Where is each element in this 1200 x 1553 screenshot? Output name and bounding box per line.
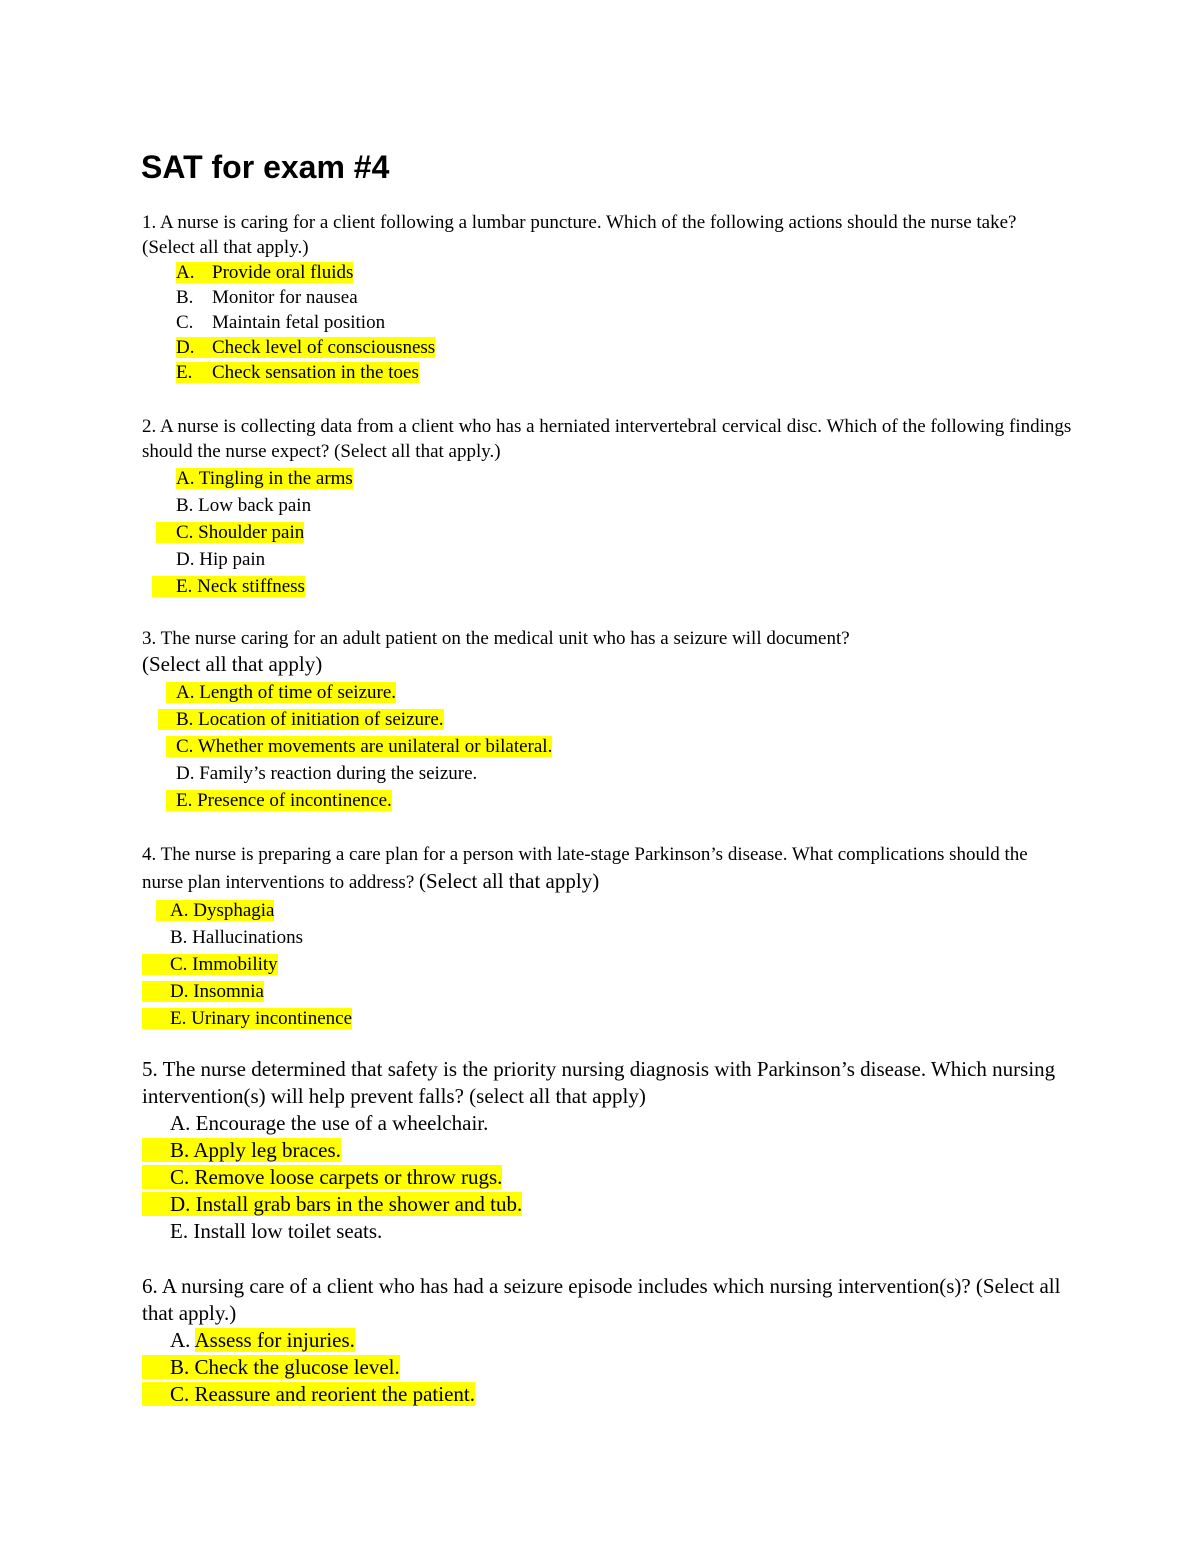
question-stem: 6. A nursing care of a client who has had a seizure episode includes which nursing intervention(s)? (Select all that apply.)	[142, 1274, 1061, 1325]
question-stem-text: 4. The nurse is preparing a care plan for a person with late-stage Parkinson’s disease. What complications should the nurse plan interventions to address?	[142, 844, 1028, 893]
option-text: A. Tingling in the arms	[176, 468, 353, 489]
question-stem-instruction: (Select all that apply)	[419, 869, 600, 893]
answer-option-b	[142, 706, 1072, 733]
answer-option-c	[142, 519, 1072, 546]
option-text: E. Neck stiffness	[152, 576, 305, 597]
question-1	[142, 210, 1072, 385]
option-text: Maintain fetal position	[212, 312, 386, 333]
answer-option-b	[142, 924, 1072, 951]
answer-option-a	[142, 1110, 1072, 1137]
question-stem-instruction: (Select all that apply)	[142, 652, 323, 676]
option-text: D. Hip pain	[176, 549, 266, 570]
option-text: B. Low back pain	[176, 495, 312, 516]
answer-option-d	[142, 760, 1072, 787]
question-stem: 1. A nurse is caring for a client following a lumbar puncture. Which of the following actions should the nurse take? (Select all that apply.)	[142, 212, 1017, 258]
answer-option-e	[142, 1005, 1072, 1032]
answer-option-c	[142, 733, 1072, 760]
option-text: B. Apply leg braces.	[142, 1138, 341, 1162]
answer-option-a	[142, 1327, 1072, 1354]
answer-option-e	[142, 1218, 1072, 1245]
question-stem: 3. The nurse caring for an adult patient on the medical unit who has a seizure will document?	[142, 628, 850, 649]
option-text: D. Install grab bars in the shower and tub.	[142, 1192, 522, 1216]
option-text: E. Install low toilet seats.	[170, 1219, 383, 1243]
option-text: D. Insomnia	[142, 981, 264, 1002]
option-text: B. Location of initiation of seizure.	[158, 709, 444, 730]
question-stem	[142, 842, 1072, 896]
answer-option-e	[142, 573, 1072, 600]
option-text: A. Dysphagia	[156, 900, 274, 921]
answer-option-d	[142, 546, 1072, 573]
option-letter: E.	[176, 362, 193, 383]
answer-option-e	[142, 787, 1072, 814]
option-text: E. Urinary incontinence	[142, 1008, 352, 1029]
question-stem: 5. The nurse determined that safety is the priority nursing diagnosis with Parkinson’s disease. Which nursing intervention(s) will help prevent falls? (select all that apply)	[142, 1057, 1056, 1108]
document-title: SAT for exam #4	[141, 149, 390, 185]
option-text: C. Immobility	[142, 954, 278, 975]
option-letter: A.	[176, 262, 195, 283]
answer-option-b	[142, 285, 1072, 310]
option-text: C. Remove loose carpets or throw rugs.	[142, 1165, 502, 1189]
answer-option-b	[142, 1354, 1072, 1381]
question-4	[142, 842, 1072, 1032]
option-text: Check sensation in the toes	[212, 362, 419, 383]
option-text: B. Hallucinations	[170, 927, 303, 948]
question-3	[142, 626, 1072, 814]
answer-option-c	[142, 1381, 1072, 1408]
option-text: Provide oral fluids	[212, 262, 354, 283]
option-text: A. Length of time of seizure.	[166, 682, 396, 703]
option-letter: A.	[170, 1328, 195, 1352]
question-6	[142, 1273, 1072, 1408]
answer-option-d	[142, 978, 1072, 1005]
option-text: C. Shoulder pain	[156, 522, 304, 543]
option-text: Check level of consciousness	[212, 337, 436, 358]
answer-option-c	[142, 310, 1072, 335]
question-2	[142, 414, 1072, 600]
option-text: Assess for injuries.	[194, 1328, 355, 1352]
question-5	[142, 1056, 1072, 1245]
answer-option-c	[142, 951, 1072, 978]
answer-option-b	[142, 1137, 1072, 1164]
option-text: A. Encourage the use of a wheelchair.	[170, 1111, 489, 1135]
answer-option-d	[142, 335, 1072, 360]
question-stem: 2. A nurse is collecting data from a client who has a herniated intervertebral cervical disc. Which of the following findings should the nurse expect? (Select all that apply.)	[142, 416, 1072, 462]
answer-option-d	[142, 1191, 1072, 1218]
option-letter: C.	[176, 312, 194, 333]
answer-option-c	[142, 1164, 1072, 1191]
option-text: C. Whether movements are unilateral or bilateral.	[166, 736, 552, 757]
option-text: D. Family’s reaction during the seizure.	[176, 763, 478, 784]
answer-option-e	[142, 360, 1072, 385]
answer-option-a	[142, 679, 1072, 706]
option-text: C. Reassure and reorient the patient.	[142, 1382, 475, 1406]
answer-option-a	[142, 897, 1072, 924]
option-letter: B.	[176, 287, 194, 308]
answer-option-a	[142, 260, 1072, 285]
option-text: Monitor for nausea	[212, 287, 358, 308]
option-text: E. Presence of incontinence.	[166, 790, 392, 811]
answer-option-a	[142, 465, 1072, 492]
answer-option-b	[142, 492, 1072, 519]
option-letter: D.	[176, 337, 195, 358]
option-text: B. Check the glucose level.	[142, 1355, 400, 1379]
